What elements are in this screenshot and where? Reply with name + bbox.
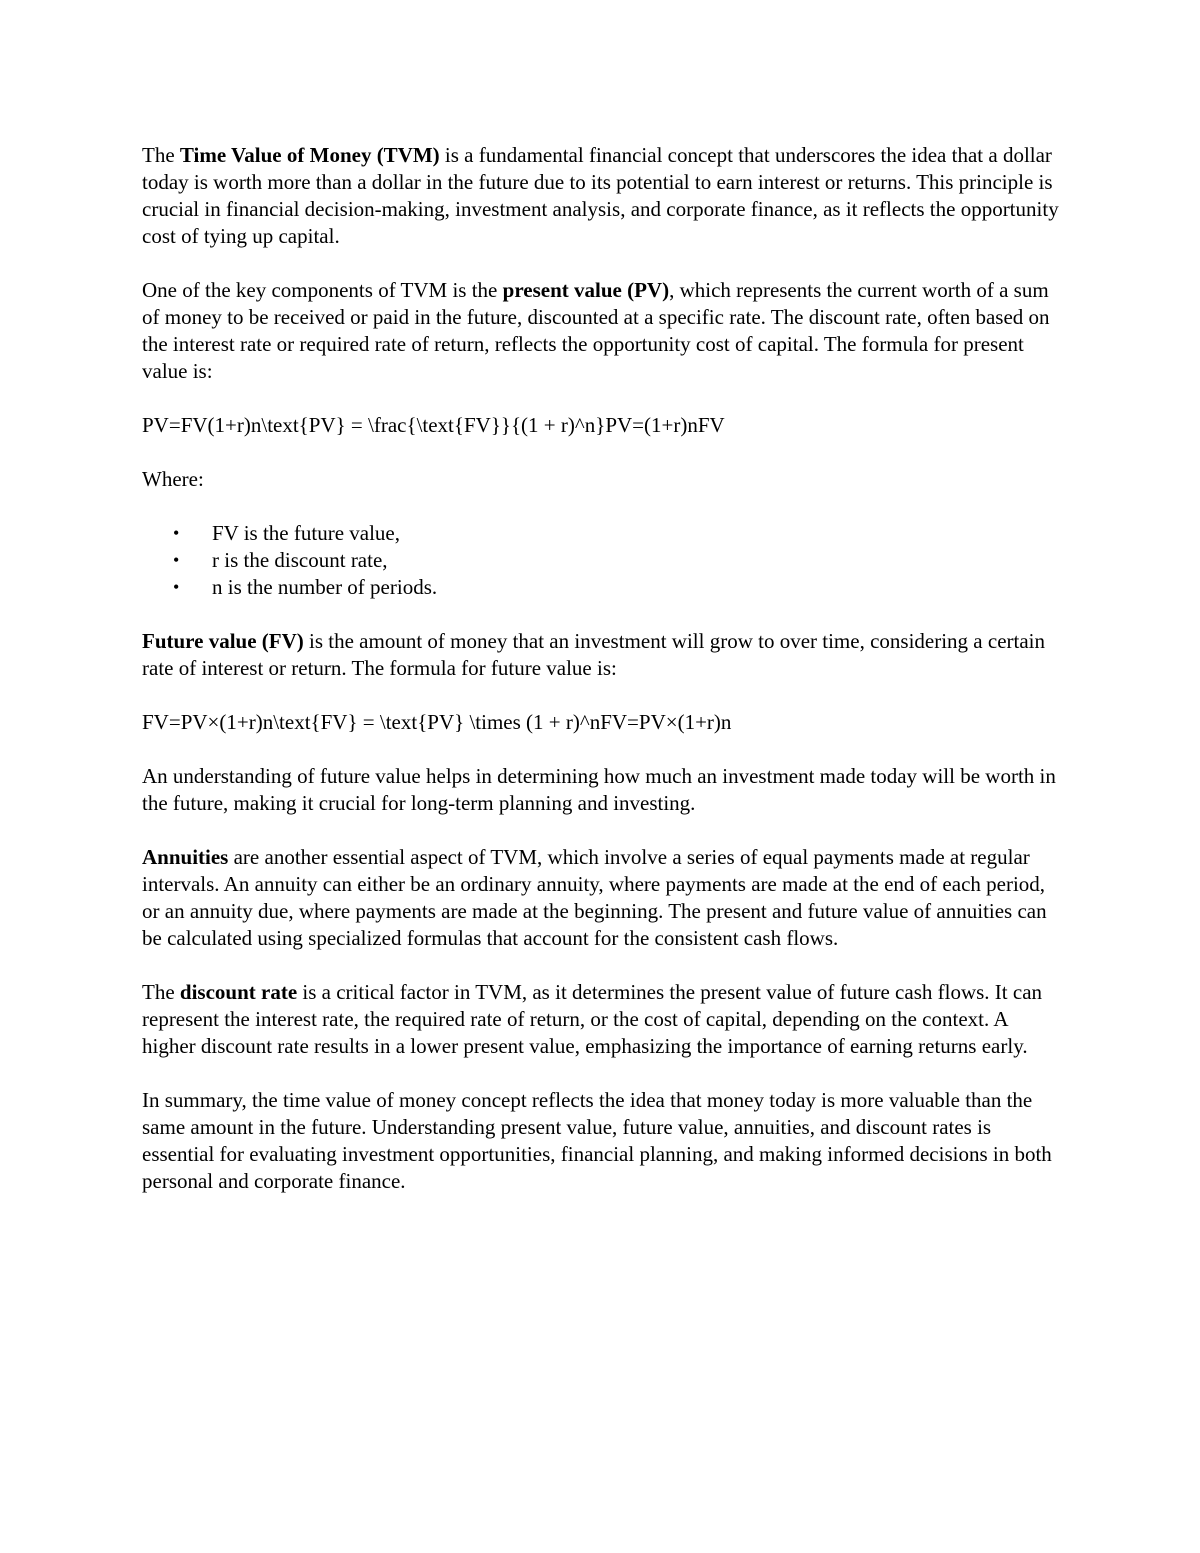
intro-paragraph (142, 142, 1062, 250)
document-body (142, 142, 1062, 1222)
list-item-text: FV is the future value, (212, 521, 400, 545)
list-item (142, 520, 1062, 547)
discount-rate-paragraph (142, 979, 1062, 1060)
list-item-text: r is the discount rate, (212, 548, 388, 572)
bullet-icon: • (173, 577, 180, 597)
future-value-paragraph (142, 628, 1062, 682)
tvm-term: Time Value of Money (TVM) (179, 143, 440, 167)
present-value-paragraph (142, 277, 1062, 385)
pv-term: present value (PV) (502, 278, 670, 302)
discount-pre: The (142, 980, 180, 1004)
bullet-icon: • (173, 550, 180, 570)
fv-post: is the amount of money that an investment will grow to over time, considering a certain rate of interest or return. The formula for future value is: (142, 629, 1045, 680)
pv-post: , which represents the current worth of a sum of money to be received or paid in the future, discounted at a specific rate. The discount rate, often based on the interest rate or required rate of return, reflects the opportunity cost of capital. The formula for present value is: (142, 278, 1050, 383)
bullet-icon: • (173, 523, 180, 543)
annuities-paragraph (142, 844, 1062, 952)
summary-paragraph: In summary, the time value of money concept reflects the idea that money today is more valuable than the same amount in the future. Understanding present value, future value, annuities, and discount rates is essential for evaluating investment opportunities, financial planning, and making informed decisions in both personal and corporate finance. (142, 1088, 1052, 1193)
discount-post: is a critical factor in TVM, as it determines the present value of future cash flows. It can represent the interest rate, the required rate of return, or the cost of capital, depending on the context. A higher discount rate results in a lower present value, emphasizing the importance of earning returns early. (142, 980, 1043, 1058)
intro-post: is a fundamental financial concept that underscores the idea that a dollar today is worth more than a dollar in the future due to its potential to earn interest or returns. This principle is crucial in financial decision-making, investment analysis, and corporate finance, as it reflects the opportunity cost of tying up capital. (142, 143, 1059, 248)
annuities-term: Annuities (142, 845, 229, 869)
present-value-formula: PV=FV(1+r)n\text{PV} = \frac{\text{FV}}{(1 + r)^n}PV=(1+r)nFV (142, 413, 725, 437)
where-label: Where: (142, 467, 204, 491)
intro-pre: The (142, 143, 180, 167)
list-item (142, 574, 1062, 601)
fv-term: Future value (FV) (142, 629, 304, 653)
list-item-text: n is the number of periods. (212, 575, 438, 599)
variable-list (142, 520, 1062, 601)
future-value-formula: FV=PV×(1+r)n\text{FV} = \text{PV} \times (1 + r)^nFV=PV×(1+r)n (142, 710, 732, 734)
annuities-post: are another essential aspect of TVM, which involve a series of equal payments made at regular intervals. An annuity can either be an ordinary annuity, where payments are made at the end of each period, or an annuity due, where payments are made at the beginning. The present and future value of annuities can be calculated using specialized formulas that account for the consistent cash flows. (142, 845, 1047, 950)
pv-pre: One of the key components of TVM is the (142, 278, 503, 302)
future-value-understanding-paragraph: An understanding of future value helps in determining how much an investment made today will be worth in the future, making it crucial for long-term planning and investing. (142, 764, 1056, 815)
discount-rate-term: discount rate (179, 980, 298, 1004)
list-item (142, 547, 1062, 574)
